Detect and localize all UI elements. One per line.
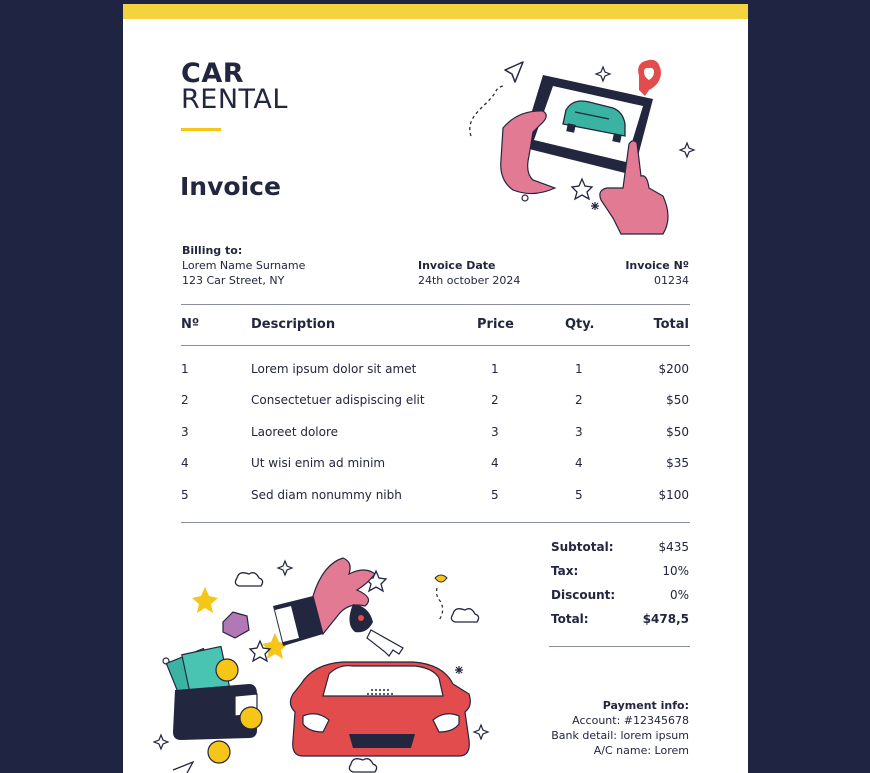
row-total: $200: [658, 362, 689, 376]
row-no: 3: [181, 425, 189, 439]
col-header-description: Description: [251, 317, 336, 332]
row-price: 5: [491, 488, 499, 502]
invoice-date-label: Invoice Date: [418, 259, 496, 272]
row-qty: 1: [575, 362, 583, 376]
discount-value: 0%: [669, 588, 689, 602]
invoice-number-block: [625, 258, 689, 288]
billing-name: Lorem Name Surname: [182, 259, 306, 272]
payment-label: Payment info:: [602, 699, 689, 712]
row-price: 4: [491, 456, 499, 470]
invoice-number-label: Invoice Nº: [625, 259, 689, 272]
row-total: $35: [666, 456, 689, 470]
row-description: Ut wisi enim ad minim: [251, 456, 386, 470]
invoice-number-value: 01234: [654, 274, 689, 287]
payment-info: [551, 698, 689, 758]
row-total: $100: [658, 488, 689, 502]
col-header-price: Price: [477, 317, 514, 332]
invoice-date-block: [418, 258, 520, 288]
row-no: 5: [181, 488, 189, 502]
logo-line-car: CAR: [181, 58, 245, 89]
billing-address: 123 Car Street, NY: [182, 274, 285, 287]
col-header-no: Nº: [181, 317, 200, 332]
payment-account: Account: #12345678: [572, 714, 689, 727]
table-header-divider: [181, 345, 690, 346]
row-no: 2: [181, 393, 189, 407]
logo-line-rental: RENTAL: [181, 84, 288, 115]
header-divider: [181, 304, 690, 305]
tax-label: Tax:: [551, 564, 579, 578]
row-description: Laoreet dolore: [251, 425, 339, 439]
top-accent-bar: [123, 4, 748, 19]
discount-label: Discount:: [551, 588, 616, 602]
invoice-page: [123, 4, 748, 773]
car-key-wallet-illustration: [153, 544, 493, 773]
col-header-qty: Qty.: [565, 317, 595, 332]
brand-logo: [181, 60, 288, 113]
phone-car-illustration: [463, 48, 698, 238]
page-title: Invoice: [180, 172, 281, 201]
row-price: 1: [491, 362, 499, 376]
total-value: $478,5: [642, 612, 689, 626]
tax-value: 10%: [662, 564, 689, 578]
subtotal-label: Subtotal:: [551, 540, 614, 554]
row-description: Sed diam nonummy nibh: [251, 488, 402, 502]
invoice-date-value: 24th october 2024: [418, 274, 521, 287]
payment-ac-name: A/C name: Lorem: [593, 744, 689, 757]
billing-label: Billing to:: [182, 244, 243, 257]
col-header-total: Total: [653, 317, 689, 332]
billing-block: [182, 243, 305, 288]
logo-underline: [181, 128, 221, 131]
payment-bank: Bank detail: lorem ipsum: [551, 729, 689, 742]
row-description: Lorem ipsum dolor sit amet: [251, 362, 417, 376]
table-bottom-divider: [181, 522, 690, 523]
row-no: 1: [181, 362, 189, 376]
row-total: $50: [666, 425, 689, 439]
row-no: 4: [181, 456, 189, 470]
subtotal-value: $435: [658, 540, 689, 554]
row-total: $50: [666, 393, 689, 407]
row-price: 2: [491, 393, 499, 407]
row-description: Consectetuer adispiscing elit: [251, 393, 425, 407]
row-qty: 3: [575, 425, 583, 439]
total-label: Total:: [551, 612, 589, 626]
summary-divider: [549, 646, 690, 647]
row-price: 3: [491, 425, 499, 439]
row-qty: 4: [575, 456, 583, 470]
row-qty: 5: [575, 488, 583, 502]
row-qty: 2: [575, 393, 583, 407]
